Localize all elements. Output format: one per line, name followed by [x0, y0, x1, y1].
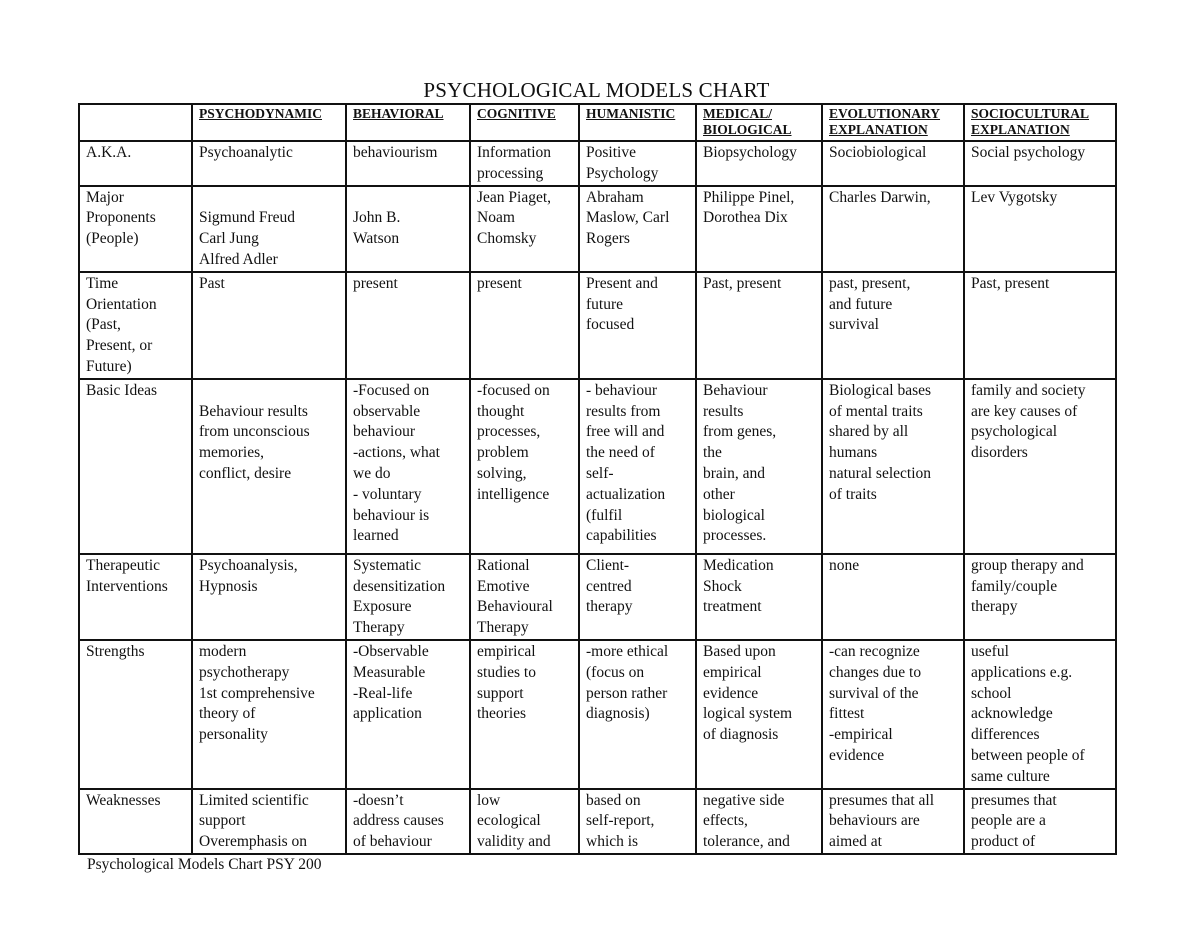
table-cell: Lev Vygotsky: [964, 186, 1116, 272]
table-cell: Behaviour results from unconscious memories, conflict, desire: [192, 379, 346, 554]
row-label: Time Orientation (Past, Present, or Future): [79, 272, 192, 379]
table-cell: present: [346, 272, 470, 379]
table-cell: useful applications e.g. school acknowledge differences between people of same culture: [964, 640, 1116, 789]
table-cell: John B. Watson: [346, 186, 470, 272]
header-cell-humanistic: HUMANISTIC: [579, 104, 696, 141]
table-cell: Client- centred therapy: [579, 554, 696, 640]
models-table: [78, 103, 1117, 855]
table-cell: behaviourism: [346, 141, 470, 186]
header-row: [79, 104, 1116, 141]
table-cell: Information processing: [470, 141, 579, 186]
table-cell: low ecological validity and: [470, 789, 579, 854]
table-cell: -focused on thought processes, problem solving, intelligence: [470, 379, 579, 554]
table-cell: -Focused on observable behaviour -actions, what we do - voluntary behaviour is learned: [346, 379, 470, 554]
table-cell: Psychoanalytic: [192, 141, 346, 186]
table-cell: Limited scientific support Overemphasis on: [192, 789, 346, 854]
table-cell: -Observable Measurable -Real-life application: [346, 640, 470, 789]
table-cell: Jean Piaget, Noam Chomsky: [470, 186, 579, 272]
table-cell: Philippe Pinel, Dorothea Dix: [696, 186, 822, 272]
table-row-time-orientation: [79, 272, 1116, 379]
header-cell-evolutionary: EVOLUTIONARY EXPLANATION: [822, 104, 964, 141]
table-row-basic-ideas: [79, 379, 1116, 554]
page-footer: Psychological Models Chart PSY 200: [87, 856, 322, 873]
table-cell: Based upon empirical evidence logical system of diagnosis: [696, 640, 822, 789]
table-cell: Past, present: [964, 272, 1116, 379]
table-cell: group therapy and family/couple therapy: [964, 554, 1116, 640]
header-cell-sociocultural: SOCIOCULTURAL EXPLANATION: [964, 104, 1116, 141]
table-cell: Rational Emotive Behavioural Therapy: [470, 554, 579, 640]
table-row-therapeutic-interventions: [79, 554, 1116, 640]
table-row-proponents: [79, 186, 1116, 272]
table-cell: empirical studies to support theories: [470, 640, 579, 789]
table-cell: Past, present: [696, 272, 822, 379]
header-cell-psychodynamic: PSYCHODYNAMIC: [192, 104, 346, 141]
table-cell: Present and future focused: [579, 272, 696, 379]
table-cell: Biological bases of mental traits shared by all humans natural selection of traits: [822, 379, 964, 554]
table-cell: Medication Shock treatment: [696, 554, 822, 640]
header-cell-cognitive: COGNITIVE: [470, 104, 579, 141]
table-cell: Behaviour results from genes, the brain, and other biological processes.: [696, 379, 822, 554]
table-cell: Social psychology: [964, 141, 1116, 186]
page-title: PSYCHOLOGICAL MODELS CHART: [423, 78, 770, 102]
table-cell: Sigmund Freud Carl Jung Alfred Adler: [192, 186, 346, 272]
table-row-strengths: [79, 640, 1116, 789]
table-cell: negative side effects, tolerance, and: [696, 789, 822, 854]
header-cell-medical-biological: MEDICAL/ BIOLOGICAL: [696, 104, 822, 141]
table-row-weaknesses: [79, 789, 1116, 854]
table-cell: past, present, and future survival: [822, 272, 964, 379]
row-label: Major Proponents (People): [79, 186, 192, 272]
row-label: Therapeutic Interventions: [79, 554, 192, 640]
table-cell: Positive Psychology: [579, 141, 696, 186]
table-cell: -doesn’t address causes of behaviour: [346, 789, 470, 854]
table-cell: Abraham Maslow, Carl Rogers: [579, 186, 696, 272]
table-cell: based on self-report, which is: [579, 789, 696, 854]
row-label: Weaknesses: [79, 789, 192, 854]
header-cell: [79, 104, 192, 141]
row-label: A.K.A.: [79, 141, 192, 186]
header-cell-behavioral: BEHAVIORAL: [346, 104, 470, 141]
table-cell: Sociobiological: [822, 141, 964, 186]
table-cell: presumes that all behaviours are aimed at: [822, 789, 964, 854]
table-cell: -more ethical (focus on person rather diagnosis): [579, 640, 696, 789]
table-cell: presumes that people are a product of: [964, 789, 1116, 854]
table-cell: present: [470, 272, 579, 379]
row-label: Strengths: [79, 640, 192, 789]
table-cell: Past: [192, 272, 346, 379]
row-label: Basic Ideas: [79, 379, 192, 554]
table-row-aka: [79, 141, 1116, 186]
table-cell: -can recognize changes due to survival of the fittest -empirical evidence: [822, 640, 964, 789]
table-cell: family and society are key causes of psychological disorders: [964, 379, 1116, 554]
table-cell: Psychoanalysis, Hypnosis: [192, 554, 346, 640]
table-cell: - behaviour results from free will and the need of self- actualization (fulfil capabilities: [579, 379, 696, 554]
table-cell: Biopsychology: [696, 141, 822, 186]
table-cell: none: [822, 554, 964, 640]
table-cell: Systematic desensitization Exposure Therapy: [346, 554, 470, 640]
table-cell: modern psychotherapy 1st comprehensive theory of personality: [192, 640, 346, 789]
table-cell: Charles Darwin,: [822, 186, 964, 272]
